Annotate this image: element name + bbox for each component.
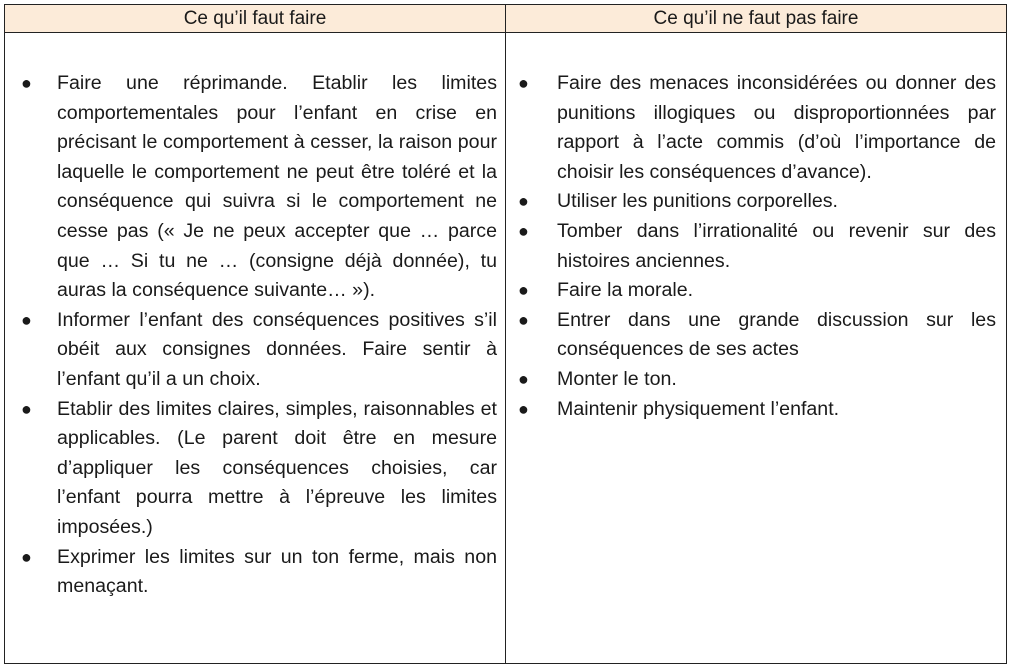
list-item-text: Entrer dans une grande discussion sur les conséquences de ses actes bbox=[557, 308, 996, 361]
list-item-text: Monter le ton. bbox=[557, 367, 677, 390]
advice-table bbox=[4, 4, 1007, 664]
bullet-icon: ● bbox=[518, 398, 529, 419]
dont-list bbox=[506, 69, 1006, 424]
bullet-icon: ● bbox=[21, 309, 32, 330]
header-do-label: Ce qu’il faut faire bbox=[183, 8, 327, 29]
bullet-icon: ● bbox=[518, 368, 529, 389]
list-item bbox=[5, 69, 505, 306]
list-item-text: Faire la morale. bbox=[557, 279, 694, 302]
bullet-icon: ● bbox=[21, 73, 32, 93]
list-item-text: Faire une réprimande. Etablir les limites comportementales pour l’enfant en crise en précisant le comportement à cesser, la raison pour laquelle le comportement ne peut être toléré et la conséquence qui suivra si le comportement ne cesse pas (« Je ne peux accepter que … parce que … Si tu ne … (consigne déjà donnée), tu auras la conséquence suivante… »). bbox=[57, 72, 497, 302]
list-item bbox=[506, 217, 1006, 276]
list-item bbox=[506, 365, 1006, 395]
bullet-icon: ● bbox=[21, 546, 32, 567]
bullet-icon: ● bbox=[21, 398, 32, 419]
list-item bbox=[5, 543, 505, 602]
list-item bbox=[506, 395, 1006, 425]
do-column bbox=[5, 33, 506, 663]
bullet-icon: ● bbox=[518, 220, 529, 241]
do-list bbox=[5, 69, 505, 602]
list-item-text: Maintenir physiquement l’enfant. bbox=[557, 397, 840, 420]
list-item-text: Informer l’enfant des conséquences positives s’il obéit aux consignes données. Faire sentir à l’enfant qu’il a un choix. bbox=[57, 308, 497, 390]
list-item-text: Utiliser les punitions corporelles. bbox=[557, 190, 838, 213]
list-item-text: Exprimer les limites sur un ton ferme, mais non menaçant. bbox=[57, 545, 497, 598]
dont-column bbox=[506, 33, 1006, 663]
list-item bbox=[5, 395, 505, 543]
list-item bbox=[506, 187, 1006, 217]
list-item bbox=[506, 276, 1006, 306]
bullet-icon: ● bbox=[518, 191, 529, 212]
list-item-text: Faire des menaces inconsidérées ou donner des punitions illogiques ou disproportionnées par rapport à l’acte commis (d’où l’importance de choisir les conséquences d’avance). bbox=[557, 72, 996, 183]
header-do bbox=[5, 5, 506, 33]
bullet-icon: ● bbox=[518, 73, 529, 93]
bullet-icon: ● bbox=[518, 280, 529, 301]
list-item bbox=[506, 69, 1006, 187]
list-item bbox=[506, 306, 1006, 365]
header-dont bbox=[506, 5, 1006, 33]
header-dont-label: Ce qu’il ne faut pas faire bbox=[653, 8, 859, 29]
bullet-icon: ● bbox=[518, 309, 529, 330]
list-item bbox=[5, 306, 505, 395]
list-item-text: Tomber dans l’irrationalité ou revenir sur des histoires anciennes. bbox=[557, 219, 996, 272]
list-item-text: Etablir des limites claires, simples, raisonnables et applicables. (Le parent doit être en mesure d’appliquer les conséquences choisies, car l’enfant pourra mettre à l’épreuve les limites imposées.) bbox=[57, 397, 497, 538]
